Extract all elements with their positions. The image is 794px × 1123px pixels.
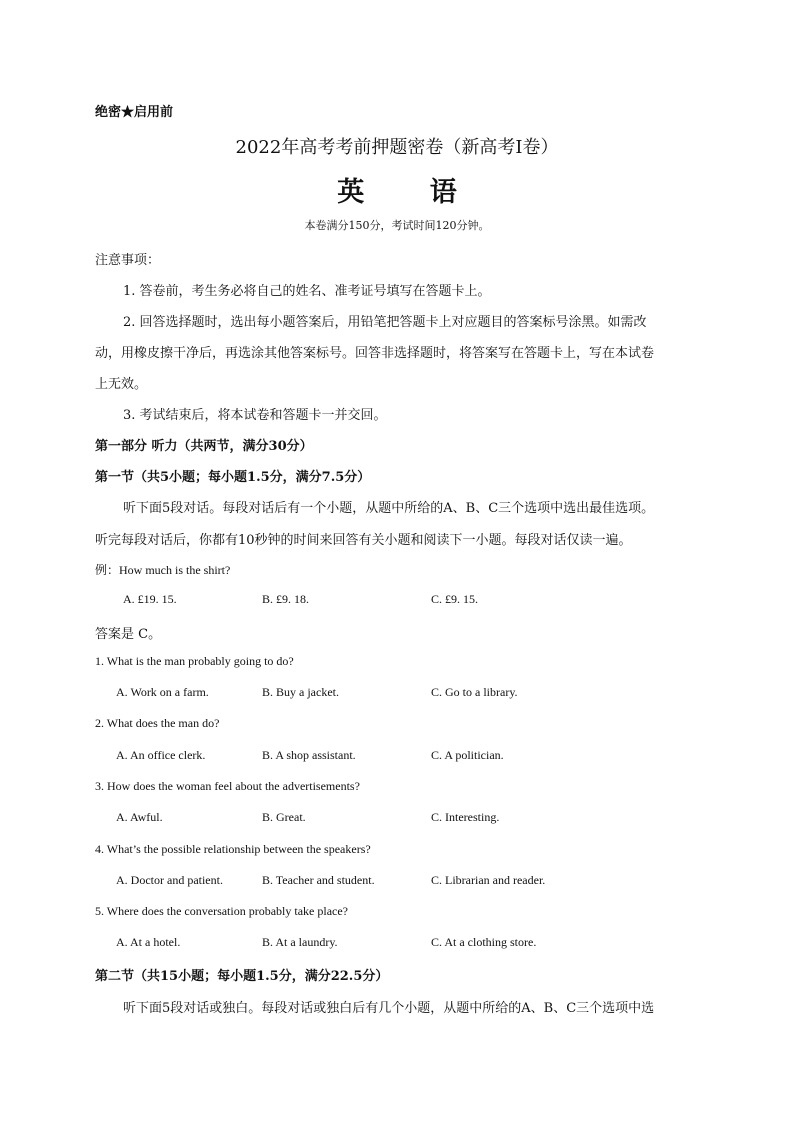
section1-heading: 第一节（共5小题；每小题1.5分，满分7.5分） [95, 470, 371, 485]
example-question: 例：How much is the shirt? [95, 563, 231, 577]
question-2-option-c: C. A politician. [431, 748, 504, 762]
note-item-2-line-1: 2. 回答选择题时，选出每小题答案后，用铅笔把答题卡上对应题目的答案标号涂黑。如需改 [123, 315, 647, 330]
note-item-2-line-3: 上无效。 [95, 377, 148, 392]
section2-heading: 第二节（共15小题；每小题1.5分，满分22.5分） [95, 969, 389, 984]
question-2-option-b: B. A shop assistant. [262, 748, 356, 762]
question-2-option-a: A. An office clerk. [116, 748, 206, 762]
example-option-c: C. £9. 15. [431, 592, 479, 606]
question-3: 3. How does the woman feel about the advertisements? [95, 779, 360, 793]
secret-label: 绝密★启用前 [95, 105, 174, 120]
question-4-option-b: B. Teacher and student. [262, 873, 375, 887]
question-3-option-a: A. Awful. [116, 810, 163, 824]
question-5-option-b: B. At a laundry. [262, 935, 338, 949]
section1-instruction-line-2: 听完每段对话后，你都有10秒钟的时间来回答有关小题和阅读下一小题。每段对话仅读一遍。 [95, 533, 632, 548]
question-5-option-a: A. At a hotel. [116, 935, 181, 949]
section2-instruction: 听下面5段对话或独白。每段对话或独白后有几个小题，从题中所给的A、B、C三个选项中选 [123, 1001, 655, 1016]
part1-heading: 第一部分 听力（共两节，满分30分） [95, 439, 313, 454]
question-1-option-a: A. Work on a farm. [116, 685, 209, 699]
note-item-3: 3. 考试结束后，将本试卷和答题卡一并交回。 [123, 408, 387, 423]
score-note: 本卷满分150分，考试时间120分钟。 [304, 219, 490, 232]
question-1-option-b: B. Buy a jacket. [262, 685, 339, 699]
question-4-option-c: C. Librarian and reader. [431, 873, 546, 887]
question-5: 5. Where does the conversation probably take place? [95, 904, 349, 918]
notes-heading: 注意事项： [95, 253, 161, 268]
section1-instruction-line-1: 听下面5段对话。每段对话后有一个小题，从题中所给的A、B、C三个选项中选出最佳选项。 [123, 501, 655, 516]
question-3-option-c: C. Interesting. [431, 810, 500, 824]
question-5-option-c: C. At a clothing store. [431, 935, 537, 949]
question-4: 4. What’s the possible relationship between the speakers? [95, 842, 371, 856]
question-3-option-b: B. Great. [262, 810, 306, 824]
question-1-option-c: C. Go to a library. [431, 685, 518, 699]
question-2: 2. What does the man do? [95, 716, 220, 730]
example-option-a: A. £19. 15. [123, 592, 177, 606]
question-1: 1. What is the man probably going to do? [95, 654, 294, 668]
example-answer: 答案是 C。 [95, 627, 162, 642]
note-item-1: 1. 答卷前，考生务必将自己的姓名、准考证号填写在答题卡上。 [123, 284, 491, 299]
example-option-b: B. £9. 18. [262, 592, 310, 606]
note-item-2-line-2: 动，用橡皮擦干净后，再选涂其他答案标号。回答非选择题时，将答案写在答题卡上，写在本试卷 [95, 346, 655, 361]
page-title: 2022年高考考前押题密卷（新高考Ⅰ卷） [235, 137, 559, 158]
question-4-option-a: A. Doctor and patient. [116, 873, 223, 887]
subject-title: 英 语 [337, 177, 485, 208]
